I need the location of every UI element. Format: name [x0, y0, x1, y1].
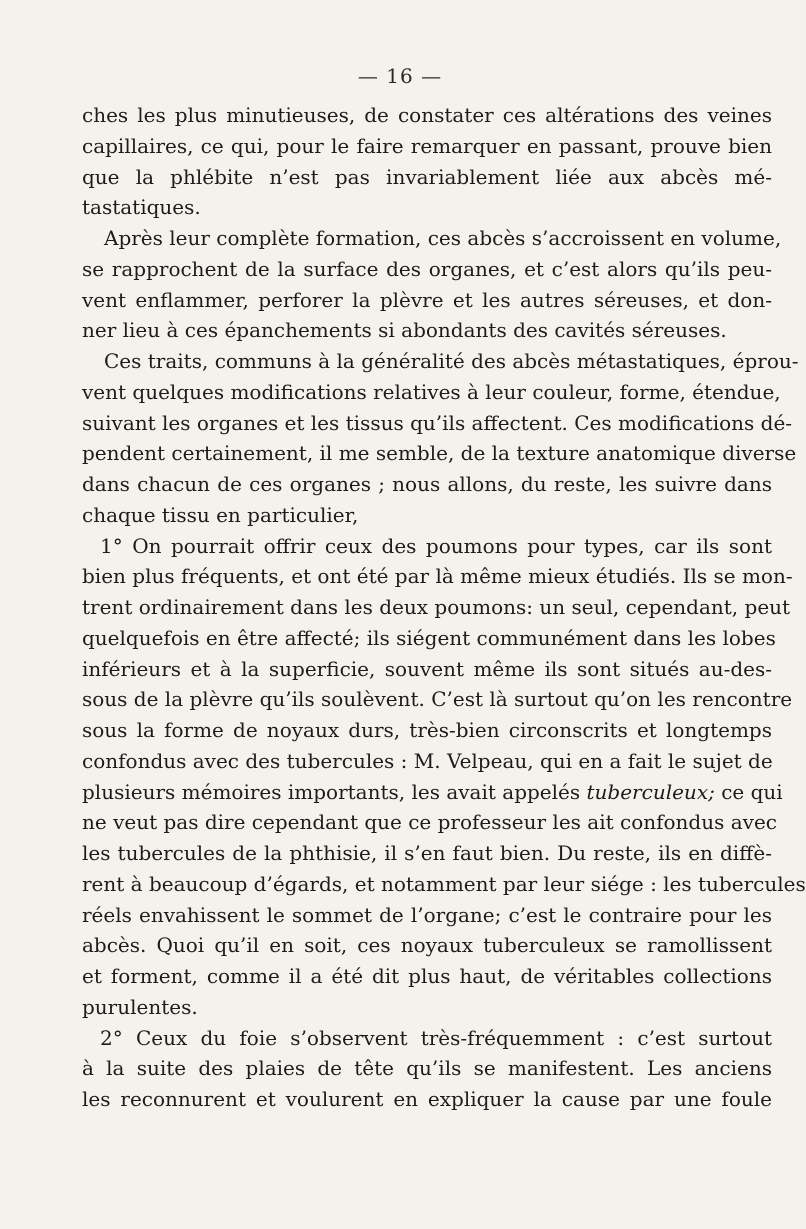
text-line: sous la forme de noyaux durs, très-bien circonscrits et longtemps — [82, 718, 772, 742]
paragraph — [82, 100, 772, 223]
text-segment: ce qui — [721, 779, 783, 804]
paragraph — [82, 1023, 772, 1115]
text-line: les tubercules de la phthisie, il s’en faut bien. Du reste, ils en diffè- — [82, 841, 772, 865]
text-line: chaque tissu en particulier, — [82, 502, 359, 527]
text-line: suivant les organes et les tissus qu’ils affectent. Ces modifications dé- — [82, 410, 793, 435]
text-line: vent quelques modifications relatives à leur couleur, forme, étendue, — [82, 379, 781, 404]
text-line: que la phlébite n’est pas invariablement liée aux abcès mé- — [82, 164, 772, 189]
text-line: abcès. Quoi qu’il en soit, ces noyaux tuberculeux se ramollissent — [82, 933, 772, 958]
paragraph — [82, 531, 806, 1023]
text-line: quelquefois en être affecté; ils siégent communément dans les lobes — [82, 625, 776, 650]
text-line: pendent certainement, il me semble, de la texture anatomique diverse — [82, 441, 797, 466]
text-line: vent enflammer, perforer la plèvre et les autres séreuses, et don- — [82, 287, 772, 312]
text-line: réels envahissent le sommet de l’organe; c’est le contraire pour les — [82, 902, 772, 927]
text-line: purulentes. — [82, 994, 198, 1019]
text-line: bien plus fréquents, et ont été par là même mieux étudiés. Ils se mon- — [82, 564, 793, 589]
text-line: les reconnurent et voulurent en expliquer la cause par une foule — [82, 1087, 772, 1111]
text-line: et forment, comme il a été dit plus haut, de véritables collections — [82, 964, 772, 988]
text-segment: plusieurs mémoires importants, les avait appelés — [82, 779, 581, 804]
text-line: 2° Ceux du foie s’observent très-fréquemment : c’est surtout — [100, 1025, 772, 1050]
text-line: rent à beaucoup d’égards, et notamment par leur siége : les tubercules — [82, 871, 806, 896]
body-text — [82, 100, 806, 1115]
text-line: Ces traits, communs à la généralité des abcès métastatiques, éprou- — [104, 349, 799, 373]
text-line: confondus avec des tubercules : M. Velpeau, qui en a fait le sujet de — [82, 748, 773, 773]
text-line: ches les plus minutieuses, de constater ces altérations des veines — [82, 103, 772, 127]
text-line: à la suite des plaies de tête qu’ils se manifestent. Les anciens — [82, 1056, 772, 1081]
text-line: 1° On pourrait offrir ceux des poumons pour types, car ils sont — [100, 533, 772, 558]
text-line: inférieurs et à la superficie, souvent même ils sont situés au-des- — [82, 656, 772, 681]
italic-term: tuberculeux; — [586, 779, 715, 804]
text-line: Après leur complète formation, ces abcès s’accroissent en volume, — [104, 226, 782, 250]
paragraph — [82, 223, 782, 346]
text-line: ne veut pas dire cependant que ce professeur les ait confondus avec — [82, 810, 777, 835]
text-line: capillaires, ce qui, pour le faire remarquer en passant, prouve bien — [82, 133, 772, 158]
text-line: trent ordinairement dans les deux poumons: un seul, cependant, peut — [82, 595, 791, 619]
paragraph — [82, 346, 799, 531]
text-line: dans chacun de ces organes ; nous allons, du reste, les suivre dans — [82, 472, 772, 496]
text-line: se rapprochent de la surface des organes, et c’est alors qu’ils peu- — [82, 256, 772, 281]
text-line-with-italic — [82, 777, 783, 808]
text-line: sous de la plèvre qu’ils soulèvent. C’est là surtout qu’on les rencontre — [82, 687, 793, 712]
text-line: tastatiques. — [82, 195, 201, 220]
text-line: ner lieu à ces épanchements si abondants des cavités séreuses. — [82, 318, 727, 343]
page-number: — 16 — — [357, 64, 443, 88]
